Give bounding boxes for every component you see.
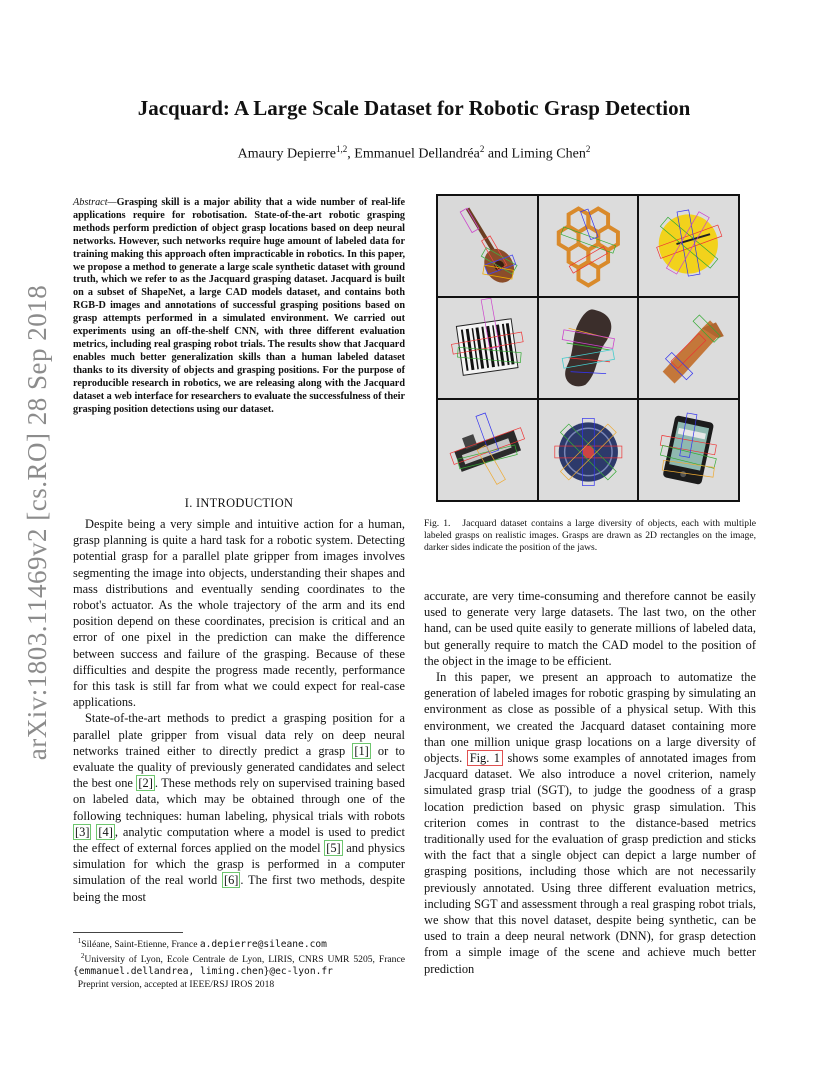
honeycomb-object-image [539,196,638,296]
citation-link-2[interactable]: [2] [138,776,153,791]
figure-1-caption-text: Jacquard dataset contains a large diversity of objects, each with multiple labeled grasps on realistic images. Grasps are drawn as 2D rectangles on the image, darker sides indicate the position of the jaws. [424,518,756,553]
figure-cell-ball [639,196,738,296]
author-3: Liming Chen [511,146,586,162]
arxiv-stamp [18,284,58,760]
right-column-body [424,588,756,977]
figure-1-caption [424,518,756,554]
footnote-2-email[interactable]: {emmanuel.dellandrea, liming.chen}@ec-lyon.fr [73,965,333,977]
footnote-1 [73,936,405,951]
l-bracket-object-image [639,298,738,398]
figure-1-caption-label: Fig. 1. [424,518,451,529]
text-run: . These methods rely on supervised training based on labeled data, which may be obtained through one of the following techniques: human labeling, physical trials with robots [73,776,406,823]
citation-link-6[interactable]: [6] [223,873,239,888]
citation-link-5[interactable]: [5] [326,841,341,856]
text-run: , analytic computation where a model is used to predict the effect of external forces applied on the model [73,824,406,856]
citation-link-1[interactable]: [1] [354,743,369,758]
author-2-affil: 2 [479,144,485,154]
citation-link-3[interactable]: [3] [75,824,90,839]
preprint-note-text: Preprint version, accepted at IEEE/RSJ IROS 2018 [77,979,275,991]
figure-image-grid [438,196,738,500]
section-heading-introduction: I. INTRODUCTION [184,496,294,510]
disc-object-image [539,400,638,500]
right-paragraph-1: accurate, are very time-consuming and therefore cannot be easily used to generate very large datasets. The last two, on the other hand, can be used quite easily to generate millions of labeled data, but generally require to match the CAD model to the position of the object in the image to be efficient. [424,589,756,668]
figure-1 [436,194,740,502]
author-1: Amaury Depierre [237,146,337,162]
author-2: Emmanuel Dellandréa [354,146,480,162]
sole-object-image [539,298,638,398]
text-run: . The first two methods, despite being the most [73,873,405,904]
text-run: and physics simulation for which the grasp is performed in a computer simulation of the real world [73,841,405,888]
phone-object-image [639,400,738,500]
figure-cell-bracket [639,298,738,398]
author-sep-1: , [347,146,355,162]
footnote-2 [73,951,405,977]
figure-1-link[interactable]: Fig. 1 [467,750,503,766]
barcode-object-image [438,298,537,398]
left-column-body [73,516,405,905]
figure-cell-sole [539,298,638,398]
ball-object-image [639,196,738,296]
text-run: State-of-the-art methods to predict a grasping position for a parallel plate gripper from visual data rely on deep neural networks trained either to directly predict a grasp [73,711,405,758]
footnote-rule [73,932,183,933]
intro-paragraph-1: Despite being a very simple and intuitive action for a human, grasp planning is quite a hard task for a robotic system. Detecting potential grasp for a parallel plate gripper from images involves segmenting the image into objects, understanding their shapes and mass distributions and eventually sending coordinates to the robot's actuator. As the whole trajectory of the arm and its end position depend on these coordinates, precision is critical and an error of one pixel in the prediction can make the difference between success and failure of the grasping. Because of these difficulties and despite the progress made recently, performance for this task is still far from what we could expect for real-case applications. [73,517,405,710]
right-paragraph-2 [424,669,756,977]
paper-title: Jacquard: A Large Scale Dataset for Robotic Grasp Detection [137,96,691,120]
figure-cell-barcode [438,298,537,398]
text-run: shows some examples of annotated images from Jacquard dataset. We also introduce a novel criterion, namely simulated grasp trial (SGT), to judge the goodness of a grasp location prediction based on physic grasp simulation. This criterion comes in contrast to the distance-based metrics traditionally used for the evaluation of grasp prediction and sticks with the fact that a single object can depict a large number of grasping positions, including those which are not necessarily previously annotated. Using three different evaluation metrics, including SGT and assessment through a real grasping robot trials, we show that this novel dataset, despite being synthetic, can be used to train a deep neural network (DNN), for grasp detection from a simple image of the scene and achieve much better prediction [424,751,757,976]
author-1-affil: 1,2 [336,144,348,154]
figure-cell-guitar [438,196,537,296]
figure-cell-honeycomb [539,196,638,296]
footnote-1-email[interactable]: a.depierre@sileane.com [199,939,327,951]
footnote-2-mark: 2 [80,951,85,960]
author-line [0,144,828,163]
footnote-1-mark: 1 [77,937,82,945]
author-3-affil: 2 [585,144,591,154]
footnotes [73,932,405,991]
text-run: In this paper, we present an approach to automatize the generation of labeled images for robotic grasping by simulating an environment as close as possible of a physical setup. With this environment, we created the Jacquard dataset containing more than one million unique grasp locations on a large diversity of objects. [424,670,756,766]
abstract [73,197,405,416]
guitar-object-image [438,196,537,296]
intro-paragraph-2 [73,710,405,904]
abstract-dash: — [107,197,117,208]
citation-link-4[interactable]: [4] [98,824,113,839]
abstract-text: Grasping skill is a major ability that a wide number of real-life applications require for robotisation. State-of-the-art robotic grasping methods perform prediction of object grasp locations based on deep neural networks. However, such networks require huge amount of labeled data for training making this approach often impracticable in robotics. In this paper, we propose a method to generate a large scale synthetic dataset with ground truth, which we refer to as the Jacquard grasping dataset. Jacquard is built on a subset of ShapeNet, a large CAD models dataset, and contains both RGB-D images and annotations of successful grasping positions based on grasp attempts performed in a simulated environment. We carried out experiments using an off-the-shelf CNN, with three different evaluation metrics, including real grasping robot trials. The results show that Jacquard enables much better generalization skills than a human labeled dataset thanks to its diversity of objects and grasping positions. For the purpose of reproducible research in robotics, we are releasing along with the Jacquard dataset a web interface for researchers to evaluate the successfulness of their grasping position detections using our dataset. [73,197,405,415]
figure-cell-disc [539,400,638,500]
text-run: or to evaluate the quality of previously generated candidates and select the best one [73,743,405,791]
author-sep-2: and [484,146,512,162]
abstract-label: Abstract [73,197,108,208]
figure-cell-tool [438,400,537,500]
tool-object-image [438,400,537,500]
figure-cell-phone [639,400,738,500]
footnote-2-text: University of Lyon, Ecole Centrale de Lyon, LIRIS, CNRS UMR 5205, France [84,953,405,965]
preprint-note [73,979,405,991]
arxiv-stamp-text: arXiv:1803.11469v2 [cs.RO] 28 Sep 2018 [22,284,53,760]
footnote-1-text: Siléane, Saint-Etienne, France [81,939,200,951]
